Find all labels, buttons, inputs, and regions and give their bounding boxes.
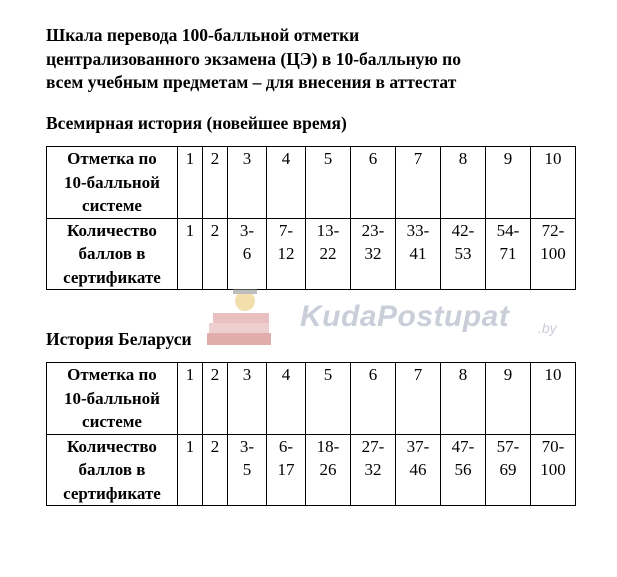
grade-cell: 4: [267, 363, 306, 435]
score-cell: 18- 26: [306, 434, 351, 506]
row-label-score: Количество баллов в сертификате: [47, 434, 178, 506]
watermark-suffix: .by: [538, 320, 557, 336]
grade-cell: 7: [396, 147, 441, 219]
score-cell: 1: [178, 218, 203, 290]
table-row-scores: [47, 434, 576, 506]
grade-cell: 4: [267, 147, 306, 219]
table-row-grades: [47, 363, 576, 435]
score-cell: 57- 69: [486, 434, 531, 506]
grade-cell: 8: [441, 363, 486, 435]
grade-table-world-history: [46, 146, 576, 290]
row-label-grade: Отметка по 10-балльной системе: [47, 147, 178, 219]
grade-cell: 6: [351, 363, 396, 435]
subject-heading-history-belarus: История Беларуси: [46, 329, 192, 349]
grade-cell: 9: [486, 147, 531, 219]
grade-cell: 6: [351, 147, 396, 219]
score-cell: 70- 100: [531, 434, 576, 506]
row-label-score: Количество баллов в сертификате: [47, 218, 178, 290]
score-cell: 47- 56: [441, 434, 486, 506]
table-row-grades: [47, 147, 576, 219]
watermark-text: KudaPostupat: [300, 300, 510, 333]
score-cell: 2: [203, 218, 228, 290]
subject-heading-world-history: Всемирная история (новейшее время): [46, 113, 347, 133]
grade-table-history-belarus: [46, 362, 576, 506]
score-cell: 1: [178, 434, 203, 506]
score-cell: 3- 5: [228, 434, 267, 506]
grade-cell: 3: [228, 147, 267, 219]
grade-cell: 5: [306, 147, 351, 219]
grade-cell: 2: [203, 363, 228, 435]
score-cell: 2: [203, 434, 228, 506]
score-cell: 37- 46: [396, 434, 441, 506]
grade-cell: 10: [531, 363, 576, 435]
grade-cell: 1: [178, 147, 203, 219]
grade-cell: 2: [203, 147, 228, 219]
grade-cell: 1: [178, 363, 203, 435]
score-cell: 7- 12: [267, 218, 306, 290]
grade-cell: 9: [486, 363, 531, 435]
score-cell: 23- 32: [351, 218, 396, 290]
grade-cell: 10: [531, 147, 576, 219]
grade-cell: 5: [306, 363, 351, 435]
score-cell: 3- 6: [228, 218, 267, 290]
grade-cell: 8: [441, 147, 486, 219]
grade-cell: 7: [396, 363, 441, 435]
grade-cell: 3: [228, 363, 267, 435]
score-cell: 54- 71: [486, 218, 531, 290]
watermark-logo-icon: [205, 283, 285, 358]
score-cell: 6- 17: [267, 434, 306, 506]
score-cell: 13- 22: [306, 218, 351, 290]
table-row-scores: [47, 218, 576, 290]
document-title: Шкала перевода 100-балльной отметки централизованного экзамена (ЦЭ) в 10-балльную по всем учебным предметам – для внесения в аттестат: [46, 25, 461, 92]
score-cell: 72- 100: [531, 218, 576, 290]
score-cell: 27- 32: [351, 434, 396, 506]
row-label-grade: Отметка по 10-балльной системе: [47, 363, 178, 435]
score-cell: 42- 53: [441, 218, 486, 290]
score-cell: 33- 41: [396, 218, 441, 290]
